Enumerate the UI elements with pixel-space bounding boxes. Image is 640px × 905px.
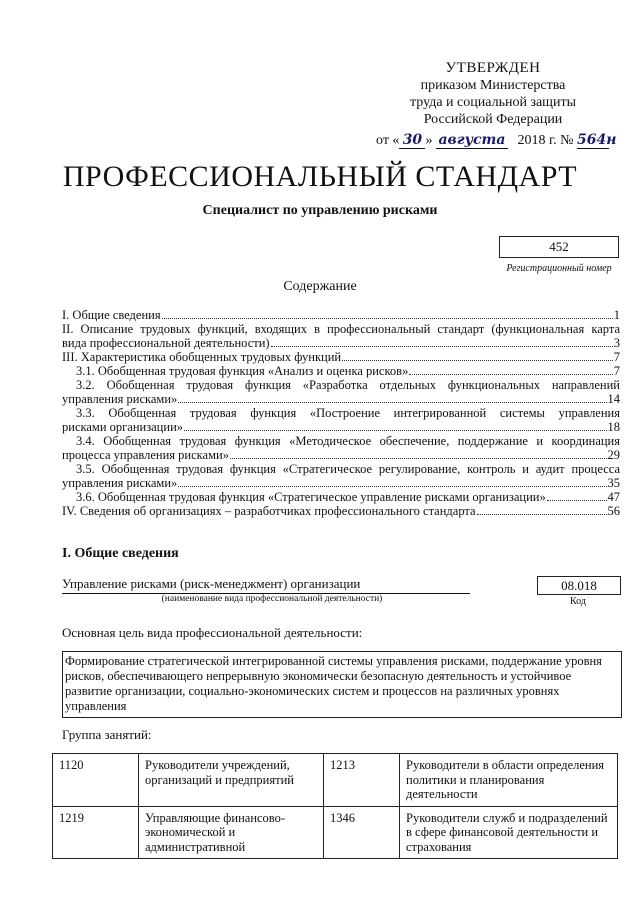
approval-line: приказом Министерства xyxy=(420,78,566,93)
document-subtitle: Специалист по управлению рисками xyxy=(202,203,438,218)
occupation-name: Руководители учреждений, организаций и предприятий xyxy=(139,754,324,807)
table-of-contents xyxy=(62,308,620,518)
approval-block xyxy=(378,60,608,128)
toc-item[interactable]: 3.5. Обобщенная трудовая функция «Стратегическое регулирование, контроль и аудит процесса управления рисками» 35 xyxy=(62,462,620,490)
toc-item[interactable]: 3.1. Обобщенная трудовая функция «Анализ и оценка рисков» 7 xyxy=(76,364,620,378)
order-quote: » xyxy=(425,133,433,148)
toc-item[interactable]: III. Характеристика обобщенных трудовых функций 7 xyxy=(62,350,620,364)
table-row xyxy=(53,754,618,807)
occupation-name: Управляющие финансово-экономической и административной xyxy=(139,806,324,859)
toc-item[interactable]: I. Общие сведения 1 xyxy=(62,308,620,322)
table-row xyxy=(53,806,618,859)
occupation-name: Руководители служб и подразделений в сфере финансовой деятельности и страхования xyxy=(400,806,618,859)
toc-item[interactable]: II. Описание трудовых функций, входящих в профессиональный стандарт (функциональная карта вида профессиональной деятельности) 3 xyxy=(62,322,620,350)
goal-text: Формирование стратегической интегрированной системы управления рисками, поддержание уровня рисков, обеспечивающего непрерывную экономически безопасную деятельность и устойчивое развитие организации, социально-экономических систем и процессов на различных уровнях управления xyxy=(62,651,622,718)
approval-heading: УТВЕРЖДЕН xyxy=(445,60,541,76)
approval-line: труда и социальной защиты xyxy=(410,95,576,110)
toc-item[interactable]: 3.6. Обобщенная трудовая функция «Стратегическое управление рисками организации» 47 xyxy=(76,490,620,504)
occupation-code: 1219 xyxy=(53,806,139,859)
toc-item[interactable]: 3.4. Обобщенная трудовая функция «Методическое обеспечение, поддержание и координация процесса управления рисками» 29 xyxy=(62,434,620,462)
occupation-table xyxy=(52,753,618,859)
activity-code: 08.018 xyxy=(537,576,621,595)
toc-item[interactable]: IV. Сведения об организациях – разработчиках профессионального стандарта 56 xyxy=(62,504,620,518)
order-month: августа xyxy=(436,132,508,149)
toc-title: Содержание xyxy=(283,279,357,294)
occupation-code: 1213 xyxy=(324,754,400,807)
section-heading: I. Общие сведения xyxy=(62,546,179,561)
activity-name: Управление рисками (риск-менеджмент) организации xyxy=(62,576,470,594)
occupation-name: Руководители в области определения политики и планирования деятельности xyxy=(400,754,618,807)
occupation-code: 1346 xyxy=(324,806,400,859)
registration-label: Регистрационный номер xyxy=(506,263,612,274)
approval-line: Российской Федерации xyxy=(423,112,563,127)
order-day: 30 xyxy=(399,132,425,149)
document-title: ПРОФЕССИОНАЛЬНЫЙ СТАНДАРТ xyxy=(62,160,578,193)
activity-caption: (наименование вида профессиональной деятельности) xyxy=(161,594,383,604)
registration-number: 452 xyxy=(499,236,619,258)
order-prefix: от « xyxy=(376,133,400,148)
toc-item[interactable]: 3.3. Обобщенная трудовая функция «Построение интегрированной системы управления рисками организации» 18 xyxy=(62,406,620,434)
occupation-code: 1120 xyxy=(53,754,139,807)
toc-item[interactable]: 3.2. Обобщенная трудовая функция «Разработка отдельных функциональных направлений управления рисками» 14 xyxy=(62,378,620,406)
order-year: 2018 г. № xyxy=(517,133,574,148)
group-label: Группа занятий: xyxy=(62,727,152,742)
order-number: 564н xyxy=(576,132,617,148)
goal-label: Основная цель вида профессиональной деятельности: xyxy=(62,625,363,640)
code-caption: Код xyxy=(570,596,586,607)
order-date-line xyxy=(376,132,617,149)
